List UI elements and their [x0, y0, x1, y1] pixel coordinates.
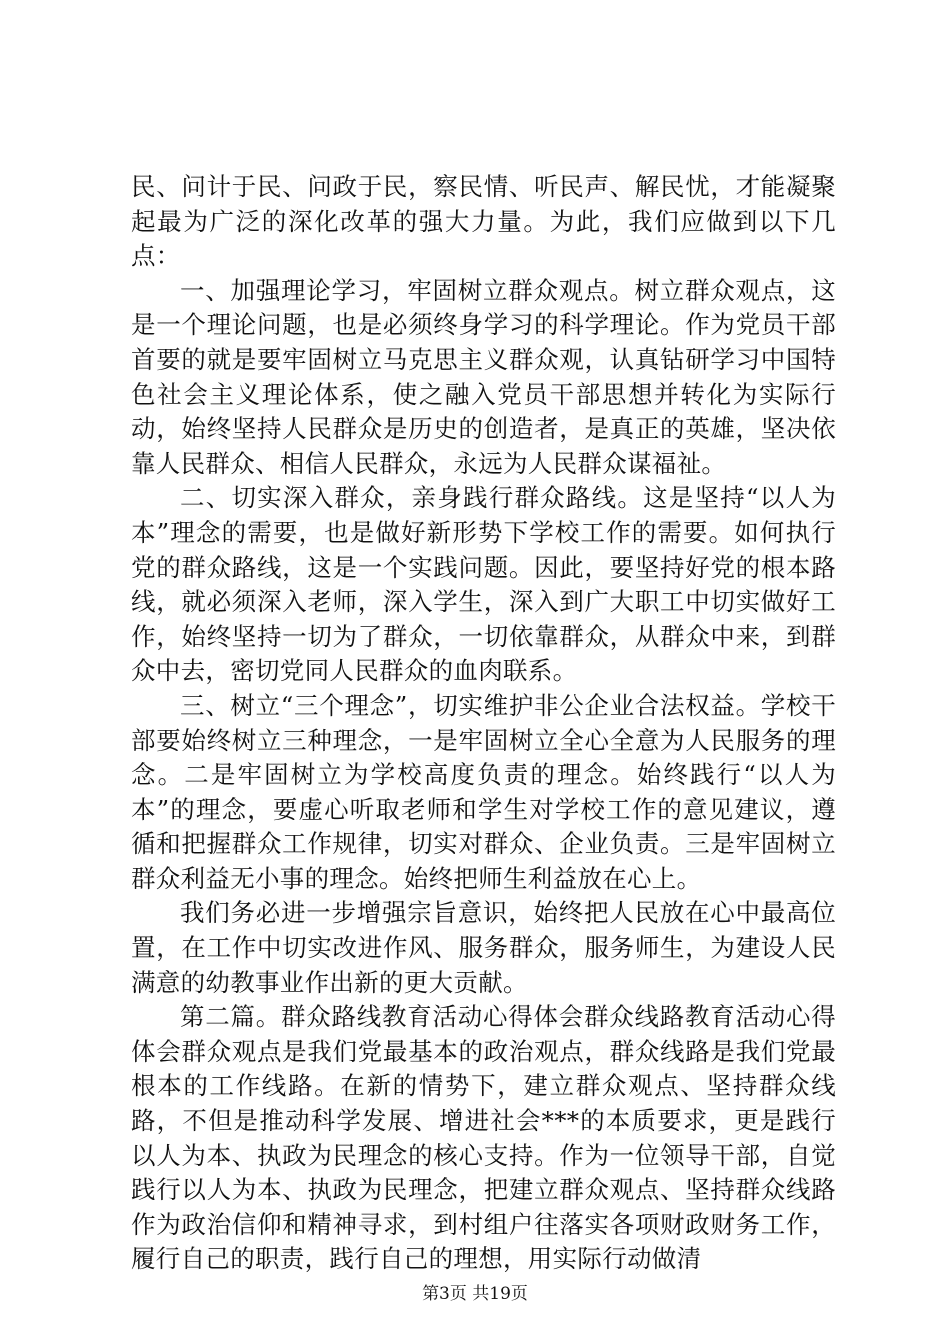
document-body: [131, 170, 836, 1277]
paragraph-point-one: 一、加强理论学习，牢固树立群众观点。树立群众观点，这是一个理论问题，也是必须终身学习的科学理论。作为党员干部首要的就是要牢固树立马克思主义群众观，认真钻研学习中国特色社会主义理论体系，使之融入党员干部思想并转化为实际行动，始终坚持人民群众是历史的创造者，是真正的英雄，坚决依靠人民群众、相信人民群众，永远为人民群众谋福祉。: [131, 275, 836, 478]
paragraph-second-article: 第二篇。群众路线教育活动心得体会群众线路教育活动心得体会群众观点是我们党最基本的政治观点，群众线路是我们党最根本的工作线路。在新的情势下，建立群众观点、坚持群众线路，不但是推动科学发展、增进社会***的本质要求，更是践行以人为本、执政为民理念的核心支持。作为一位领导干部，自觉践行以人为本、执政为民理念，把建立群众观点、坚持群众线路作为政治信仰和精神寻求，到村组户往落实各项财政财务工作，履行自己的职责，践行自己的理想，用实际行动做清: [131, 1002, 836, 1274]
paragraph-continuation: 民、问计于民、问政于民，察民情、听民声、解民忧，才能凝聚起最为广泛的深化改革的强大力量。为此，我们应做到以下几点：: [131, 172, 836, 271]
paragraph-point-two: 二、切实深入群众，亲身践行群众路线。这是坚持“以人为本”理念的需要，也是做好新形势下学校工作的需要。如何执行党的群众路线，这是一个实践问题。因此，要坚持好党的根本路线，就必须深入老师，深入学生，深入到广大职工中切实做好工作，始终坚持一切为了群众，一切依靠群众，从群众中来，到群众中去，密切党同人民群众的血肉联系。: [131, 483, 837, 686]
paragraph-point-three: 三、树立“三个理念”，切实维护非公企业合法权益。学校干部要始终树立三种理念，一是牢固树立全心全意为人民服务的理念。二是牢固树立为学校高度负责的理念。始终践行“以人为本”的理念，要虚心听取老师和学生对学校工作的意见建议，遵循和把握群众工作规律，切实对群众、企业负责。三是牢固树立群众利益无小事的理念。始终把师生利益放在心上。: [131, 690, 837, 893]
page-number-footer: 第3页 共19页: [422, 1284, 528, 1304]
paragraph-conclusion: 我们务必进一步增强宗旨意识，始终把人民放在心中最高位置，在工作中切实改进作风、服务群众，服务师生，为建设人民满意的幼教事业作出新的更大贡献。: [131, 898, 836, 997]
